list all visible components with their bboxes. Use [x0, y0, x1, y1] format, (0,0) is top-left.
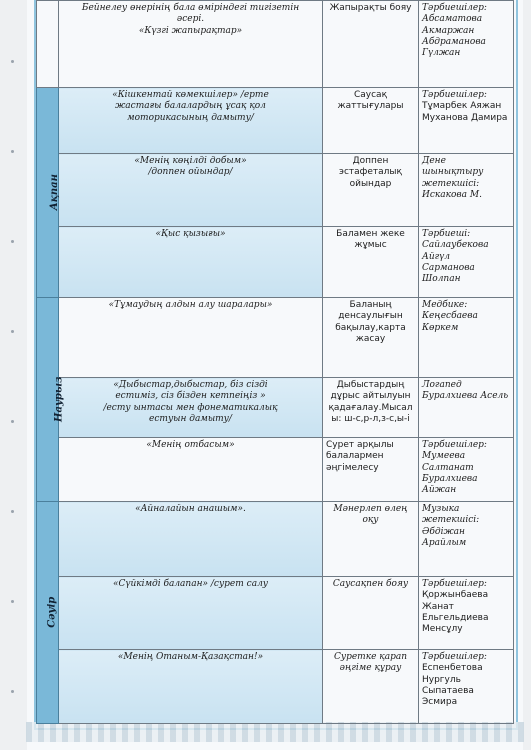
event-responsible: Музыка жетекшісі: Әбдіжан Арайлым — [419, 502, 514, 577]
event-responsible: Тәрбиешілер: Тұмарбек Аяжан Муханова Дамира — [419, 88, 514, 154]
event-title: Бейнелеу өнерінің бала өміріндегі тигізетін әсері. «Күзгі жапырақтар» — [59, 1, 323, 88]
binder-hole — [11, 600, 14, 603]
event-title: «Менің отбасым» — [59, 438, 323, 502]
month-cell-nauryz: Наурыз — [37, 298, 59, 502]
table-row — [37, 227, 514, 298]
binder-hole — [11, 510, 14, 513]
table-row — [37, 577, 514, 650]
event-title: «Менің Отаным-Қазақстан!» — [59, 650, 323, 724]
lace-border — [26, 722, 524, 742]
binder-hole — [11, 330, 14, 333]
binder-hole — [11, 60, 14, 63]
event-responsible: Логапед Буралхиева Асель — [419, 378, 514, 438]
event-form: Баламен жеке жұмыс — [323, 227, 419, 298]
month-cell-empty — [37, 1, 59, 88]
event-responsible: Тәрбиеші: Сайлаубекова Айгүл Сарманова Шолпан — [419, 227, 514, 298]
event-responsible: Дене шынықтыру жетекшісі: Искакова М. — [419, 154, 514, 227]
event-title: «Менің көңілді добым» /доппен ойындар/ — [59, 154, 323, 227]
event-form: Сурет арқылы балалармен әңгімелесу — [323, 438, 419, 502]
event-responsible: Тәрбиешілер: Қоржынбаева Жанат Ельгельдиева Менсұлу — [419, 577, 514, 650]
table-row — [37, 154, 514, 227]
month-cell-akpan: Ақпан — [37, 88, 59, 298]
event-title: «Сүйкімді балапан» /сурет салу — [59, 577, 323, 650]
event-responsible: Тәрбиешілер: Еспенбетова Нургуль Сыпатаева Эсмира — [419, 650, 514, 724]
event-form: Саусақпен бояу — [323, 577, 419, 650]
event-responsible: Медбике: Кеңесбаева Көркем — [419, 298, 514, 378]
table-row — [37, 88, 514, 154]
event-responsible: Тәрбиешілер: Абсаматова Акмаржан Абдраманова Гүлжан — [419, 1, 514, 88]
binder-hole — [11, 690, 14, 693]
month-cell-sauir: Сәуір — [37, 502, 59, 724]
event-title: «Дыбыстар,дыбыстар, біз сізді естиміз, сіз бізден кетпеіңіз » /есту ынтасы мен фонематикалық естуын дамыту/ — [59, 378, 323, 438]
table-row — [37, 378, 514, 438]
event-form: Жапырақты бояу — [323, 1, 419, 88]
binder-hole — [11, 240, 14, 243]
event-form: Саусақ жаттығулары — [323, 88, 419, 154]
plan-table — [36, 0, 514, 724]
binder-hole — [11, 150, 14, 153]
table-row — [37, 650, 514, 724]
event-responsible: Тәрбиешілер: Мумеева Салтанат Буралхиева Айжан — [419, 438, 514, 502]
event-title: «Кішкентай көмекшілер» /ерте жастағы балалардың ұсақ қол моторикасының дамыту/ — [59, 88, 323, 154]
event-form: Суретке қарап әңгіме құрау — [323, 650, 419, 724]
event-form: Баланың денсаулығын бақылау,карта жасау — [323, 298, 419, 378]
table-row — [37, 502, 514, 577]
event-title: «Қыс қызығы» — [59, 227, 323, 298]
event-title: «Айналайын анашым». — [59, 502, 323, 577]
binder-holes — [0, 0, 24, 750]
table-row — [37, 1, 514, 88]
event-form: Доппен эстафеталық ойындар — [323, 154, 419, 227]
event-title: «Тұмаудың алдын алу шаралары» — [59, 298, 323, 378]
event-form: Мәнерлеп өлең оқу — [323, 502, 419, 577]
table-row — [37, 298, 514, 378]
event-form: Дыбыстардың дұрыс айтылуын қадағалау.Мысал ы: ш-с,р-л,з-с,ы-і — [323, 378, 419, 438]
binder-hole — [11, 420, 14, 423]
table-row — [37, 438, 514, 502]
